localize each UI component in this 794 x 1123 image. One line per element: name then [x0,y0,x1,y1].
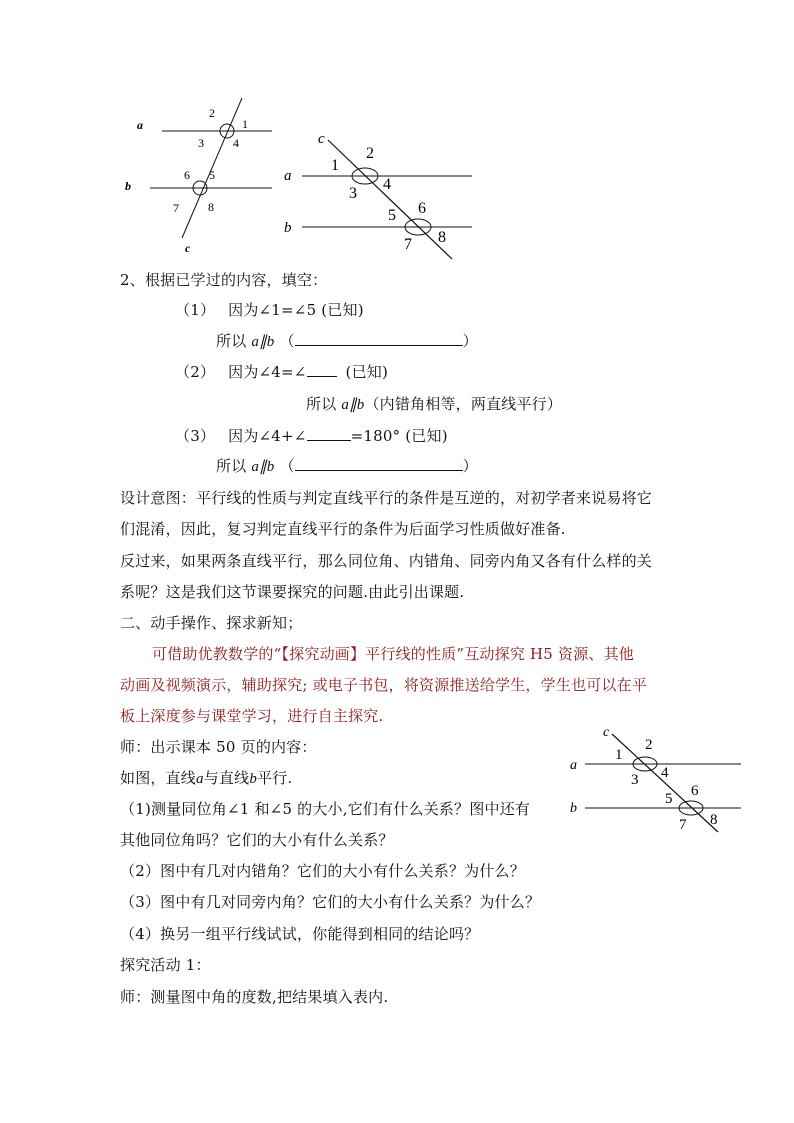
item-number: （1） [175,301,216,319]
label-a: a [137,118,143,132]
angle-label-1: 1 [331,157,339,174]
item-statement: 因为∠4=∠ [228,363,307,381]
so-prefix: 所以 [216,457,247,475]
design-intent-line-1: 设计意图：平行线的性质与判定直线平行的条件是互逆的，对初学者来说易将它 [120,489,653,507]
var-a: a [196,771,204,787]
angle-label-7: 7 [679,817,687,833]
as-figure-line [120,768,292,789]
reverse-question-line-1: 反过来，如果两条直线平行，那么同位角、内错角、同旁内角又各有什么样的关 [120,552,653,570]
design-intent-line-2: 们混淆，因此，复习判定直线平行的条件为后面学习性质做好准备. [120,520,566,538]
question-2: （2）图中有几对内错角？它们的大小有什么关系？为什么？ [120,862,525,880]
fill-item-1-conclusion [216,331,478,352]
fill-item-2 [175,362,388,382]
teacher-show-line: 师：出示课本 50 页的内容： [120,738,317,756]
angle-label-1: 1 [615,747,623,763]
label-a: a [570,758,577,773]
parallel-relation: a∥b [251,459,275,475]
angle-label-1: 1 [242,117,248,131]
question-4: （4）换另一组平行线试试，你能得到相同的结论吗？ [120,925,480,943]
angle-label-3: 3 [349,185,357,202]
angle-label-3: 3 [198,136,204,150]
item-given: (已知) [345,363,389,381]
fill-item-2-conclusion [306,394,562,415]
paren-close: ） [462,332,478,350]
label-c: c [603,725,610,740]
label-b: b [284,220,292,236]
fill-item-1 [175,300,364,320]
angle-label-6: 6 [418,200,426,217]
label-a: a [284,168,292,184]
text-part: 与直线 [203,769,250,787]
item-statement: 因为∠4+∠ [228,427,307,445]
label-c: c [318,131,325,147]
transversal-c [612,734,718,832]
answer-blank[interactable] [307,426,351,441]
text-part: 如图，直线 [120,769,197,787]
question-2-heading: 2、根据已学过的内容，填空： [120,271,328,289]
angle-label-8: 8 [438,229,446,246]
angle-label-6: 6 [184,168,190,182]
label-c: c [185,241,191,255]
parallel-relation: a∥b [251,334,275,350]
figure-transversal-2 [280,128,480,263]
angle-label-4: 4 [383,176,391,193]
parallel-relation: a∥b [341,397,365,413]
question-3: （3）图中有几对同旁内角？它们的大小有什么关系？为什么？ [120,893,541,911]
angle-label-8: 8 [710,812,718,828]
angle-label-4: 4 [233,136,239,150]
resource-note-line-3: 板上深度参与课堂学习，进行自主探究. [120,707,384,725]
item-statement: 因为∠1=∠5 (已知) [228,301,364,319]
so-prefix: 所以 [306,395,337,413]
reason: （内错角相等，两直线平行） [364,395,563,413]
angle-label-5: 5 [388,207,396,224]
paren-open: （ [279,332,295,350]
question-1-line-1: （1)测量同位角∠1 和∠5 的大小,它们有什么关系？图中还有 [120,800,531,818]
section-2-heading: 二、动手操作、探求新知； [120,614,303,632]
angle-label-2: 2 [645,737,653,753]
figure-2-diagram [280,128,480,263]
angle-label-4: 4 [661,765,669,781]
angle-label-2: 2 [209,106,215,120]
angle-label-2: 2 [366,145,374,162]
so-prefix: 所以 [216,332,247,350]
angle-label-6: 6 [691,783,699,799]
transversal-c [328,140,452,259]
teacher-measure-line: 师：测量图中角的度数,把结果填入表内. [120,988,389,1006]
figure-3-diagram [565,722,745,837]
figure-transversal-3 [565,722,745,837]
answer-blank[interactable] [295,331,463,346]
figure-transversal-1 [120,95,280,255]
reverse-question-line-2: 系呢？这是我们这节课要探究的问题.由此引出课题. [120,583,465,601]
item-number: （2） [175,363,216,381]
resource-note-line-1: 可借助优教数学的“【探究动画】平行线的性质”互动探究 H5 资源、其他 [152,645,635,663]
angle-label-7: 7 [173,201,179,215]
paren-open: （ [279,457,295,475]
paren-close: ） [462,457,478,475]
angle-label-5: 5 [209,168,215,182]
angle-label-5: 5 [665,791,673,807]
label-b: b [570,801,577,816]
resource-note-line-2: 动画及视频演示，辅助探究; 或电子书包，将资源推送给学生，学生也可以在平 [120,676,648,694]
item-given: =180° (已知) [350,427,448,445]
label-b: b [125,179,131,193]
angle-label-8: 8 [208,200,214,214]
text-part: 平行. [257,769,293,787]
fill-item-3-conclusion [216,456,478,477]
item-number: （3） [175,427,216,445]
figure-1-diagram [120,95,280,255]
answer-blank[interactable] [307,362,337,377]
angle-label-3: 3 [631,772,639,788]
activity-heading: 探究活动 1： [120,956,211,974]
angle-label-7: 7 [404,236,412,253]
answer-blank[interactable] [295,456,463,471]
question-1-line-2: 其他同位角吗？它们的大小有什么关系？ [120,831,394,849]
var-b: b [249,771,258,787]
fill-item-3 [175,426,448,446]
